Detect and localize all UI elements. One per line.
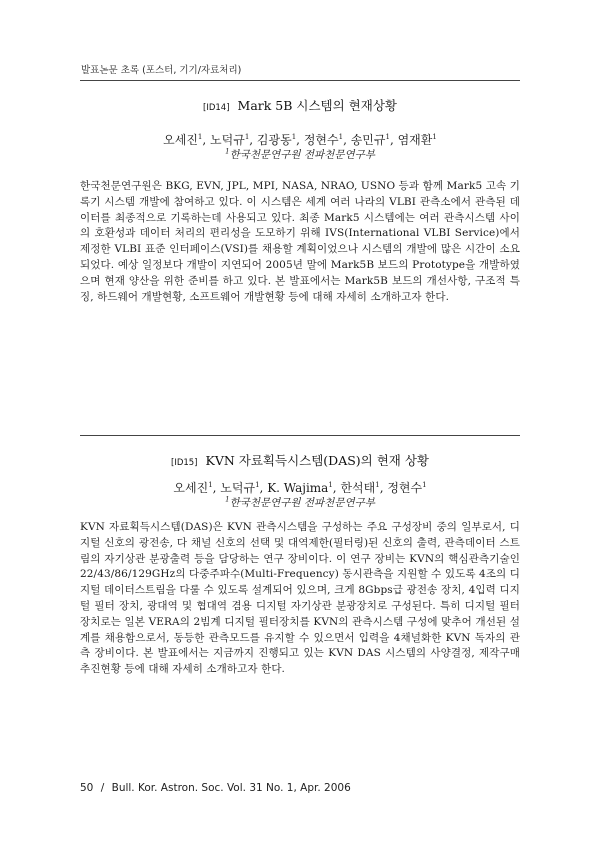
author: 염재환$^1$ xyxy=(397,133,437,147)
abstract-id: [ID15] xyxy=(171,458,198,468)
abstract-body: KVN 자료획득시스템(DAS)은 KVN 관측시스템을 구성하는 주요 구성장비 중의 일부로서, 디지털 신호의 광전송, 다 채널 신호의 선택 및 대역제한(필터링)된 신호의 출력, 관측데이터 스트림의 자기상관 분광출력 등을 담당하는 연구 장비이다. 이 연구 장비는 KVN의 핵심관측기술인 22/43/86/129GHz의 다중주파수(Multi-Frequency) 동시관측을 지원할 수 있도록 4조의 디지털 데이터스트림을 다룰 수 있도록 설계되어 있으며, 크게 8Gbps급 광전송 장치, 4입력 디지털 필터 장치, 광대역 및 협대역 겸용 디지털 자기상관 분광장치로 구성된다. 특히 디지털 필터 장치로는 일본 VERA의 2빔계 디지털 필터장치를 KVN의 관측시스템 구성에 맞추어 개선된 설계를 채용함으로서, 동등한 관측모드를 유지할 수 있으면서 입력을 4채널화한 KVN 독자의 관측 장비이다. 본 발표에서는 지금까지 진행되고 있는 KVN DAS 시스템의 사양결정, 제작구매 추진현황 등에 대해 자세히 소개하고자 한다. xyxy=(80,521,520,676)
page-number: 50 xyxy=(80,782,94,794)
section-header: 발표논문 초록 (포스터, 기기/자료처리) xyxy=(81,65,242,76)
journal-citation: Bull. Kor. Astron. Soc. Vol. 31 No. 1, Apr. 2006 xyxy=(111,782,351,794)
affiliation: $^1$한국천문연구원 전파천문연구부 xyxy=(225,495,375,509)
author: 김광동$^1$, xyxy=(256,133,304,147)
abstract-id: [ID14] xyxy=(203,103,230,113)
author: 한석태$^1$, xyxy=(340,481,388,495)
abstract-title-text: Mark 5B 시스템의 현재상황 xyxy=(237,98,397,113)
abstract-body: 한국천문연구원은 BKG, EVN, JPL, MPI, NASA, NRAO, USNO 등과 함께 Mark5 고속 기록기 시스템 개발에 참여하고 있다. 이 시스템은 세계 여러 나라의 VLBI 관측소에서 관측된 데이터를 최종적으로 기록하는데 사용되고 있다. 최종 Mark5 시스템에는 여러 관측시스템 사이의 호환성과 데이터 처리의 편리성을 도모하기 위해 IVS(International VLBI Service)에서 제정한 VLBI 표준 인터페이스(VSI)를 채용할 계획이었으나 시스템의 개발에 많은 시간이 소요되었다. 예상 일정보다 개발이 지연되어 2005년 말에 Mark5B 보드의 Prototype을 개발하였으며 현재 양산을 위한 준비를 하고 있다. 본 발표에서는 Mark5B 보드의 개선사항, 구조적 특징, 하드웨어 개발현황, 소프트웨어 개발현황 등에 대해 자세히 소개하고자 한다. xyxy=(80,180,520,303)
author: K. Wajima$^1$, xyxy=(267,481,341,495)
author: 오세진$^1$, xyxy=(163,133,211,147)
author: 노덕규$^1$, xyxy=(210,133,257,147)
abstract-title xyxy=(80,96,520,114)
author: 송민규$^1$, xyxy=(350,133,398,147)
author-list xyxy=(80,479,520,496)
header-rule xyxy=(80,80,520,81)
footer-separator: / xyxy=(100,782,105,794)
author-list xyxy=(80,131,520,148)
abstract-title xyxy=(80,451,520,469)
author: 노덕규$^1$, xyxy=(220,481,268,495)
affiliation: $^1$한국천문연구원 전파천문연구부 xyxy=(225,147,375,161)
author: 오세진$^1$, xyxy=(173,481,221,495)
section-divider xyxy=(80,435,520,436)
page-footer xyxy=(80,782,351,794)
author: 정현수$^1$, xyxy=(303,133,351,147)
author: 정현수$^1$ xyxy=(387,481,427,495)
abstract-title-text: KVN 자료획득시스템(DAS)의 현재 상황 xyxy=(205,453,429,468)
